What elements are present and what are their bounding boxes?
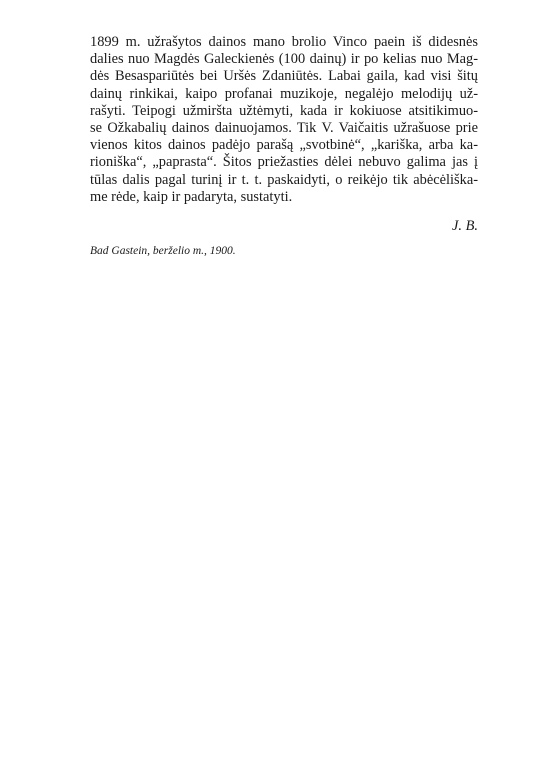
paragraph-line: dainų rinkikai, kaipo profanai muzikoje, negalėjo melodijų už- [90, 85, 478, 102]
paragraph-line: me rėde, kaip ir padaryta, sustatyti. [90, 188, 293, 205]
paragraph-line: rašyti. Teipogi užmiršta užtėmyti, kada ir kokiuose atsitikimuo- [90, 102, 478, 119]
paragraph-line: se Ožkabalių dainos dainuojamos. Tik V. Vaičaitis užrašuose prie [90, 120, 478, 137]
paragraph-line: dalies nuo Magdės Galeckienės (100 dainų) ir po kelias nuo Mag- [90, 51, 478, 68]
paragraph-line: rioniška“, „paprasta“. Šitos priežasties dėlei nebuvo galima jas į [90, 154, 478, 171]
place-date-line: Bad Gastein, berželio m., 1900. [90, 245, 236, 257]
paragraph-line: 1899 m. užrašytos dainos mano brolio Vinco paein iš didesnės [90, 34, 478, 50]
signature-initials: J. B. [452, 218, 478, 234]
paragraph-line: tūlas dalis pagal turinį ir t. t. paskaidyti, o reikėjo tik abėcėliška- [90, 171, 478, 188]
paragraph-line: dės Besaspariūtės bei Uršės Zdaniūtės. Labai gaila, kad visi šitų [90, 68, 478, 85]
paragraph-line: vienos kitos dainos padėjo parašą „svotbinė“, „kariška, arba ka- [90, 137, 478, 154]
body-paragraph [90, 34, 478, 206]
